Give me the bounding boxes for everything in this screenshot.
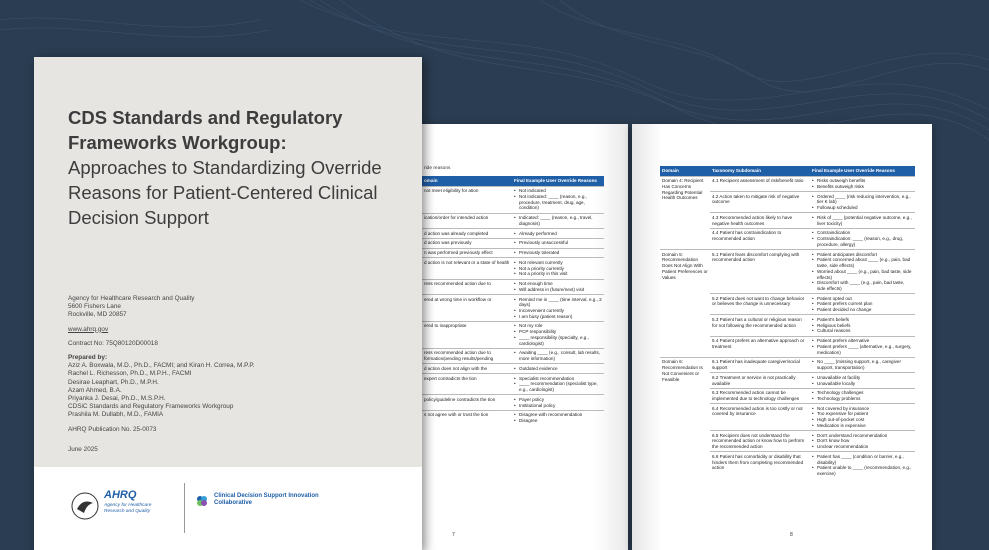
subdomain-cell: d action was previously — [422, 238, 512, 248]
reason-item: • Medication is expensive — [812, 423, 913, 429]
reason-item: • Risk of ____ (potential negative outcome, e.g., liver toxicity) — [812, 215, 913, 226]
reason-item: • Already performed — [514, 231, 602, 237]
reasons-list — [514, 188, 602, 211]
reason-item: • Discomfort with ____ (e.g., pain, bad taste, side effects) — [812, 280, 913, 291]
reasons-cell — [810, 431, 915, 452]
reason-item: • I am busy (patient reason) — [514, 314, 602, 320]
cover-title-bold: CDS Standards and Regulatory Frameworks Workgroup: — [68, 107, 343, 153]
author-line: Rachel L. Richesson, Ph.D., M.P.H., FACMI — [68, 370, 192, 378]
header-domain: Domain — [660, 166, 710, 176]
subdomain-cell: 4.3 Recommended action likely to have negative health outcomes — [710, 213, 810, 228]
subdomain-cell: 6.4 Recommended action is too costly or not covered by insurance — [710, 404, 810, 431]
reasons-cell — [512, 186, 604, 213]
publication-date: June 2025 — [68, 445, 98, 453]
table-row — [422, 395, 604, 410]
reason-item: • Previously unsuccessful — [514, 240, 602, 246]
reason-item: • Patient prefers ____ (alternative, e.g., surgery, medication) — [812, 344, 913, 355]
table-row — [422, 213, 604, 228]
reasons-list — [514, 397, 602, 408]
cover-footer — [34, 467, 422, 550]
reasons-cell — [512, 248, 604, 258]
cover-info — [68, 295, 388, 454]
cover-title — [68, 105, 388, 230]
reason-item: • Not indicated: ____ (reason, e.g., procedure, treatment, drug, age, condition) — [514, 194, 602, 211]
reasons-list — [514, 412, 602, 423]
author-list — [68, 362, 388, 419]
reason-item: • Remind me in ____ (time interval, e.g., 2 days) — [514, 297, 602, 308]
report-page-8 — [632, 124, 932, 550]
subdomain-cell: 5.2 Patient does not want to change behavior or believes the change is unnecessary — [710, 294, 810, 315]
domain-cell: Domain 4: Recipient Has Concerns Regarding Potential Health Outcomes — [660, 176, 710, 249]
author-line: CDSiC Standards and Regulatory Frameworks Workgroup — [68, 403, 234, 411]
reasons-list — [812, 375, 913, 386]
subdomain-cell: 6.5 Recipient does not understand the recommended action or know how to perform the recommended action — [710, 431, 810, 452]
reason-item: • Ordered ____ (risk reducing intervention, e.g., tier K lab) — [812, 194, 913, 205]
hhs-eagle-logo-icon — [70, 491, 100, 521]
reasons-list — [812, 194, 913, 211]
reasons-cell — [810, 373, 915, 388]
website-link[interactable]: www.ahrq.gov — [68, 325, 109, 333]
reasons-cell — [810, 192, 915, 213]
reason-item: • Patient prefers current plan — [812, 301, 913, 307]
subdomain-cell: policy/guideline contradicts the tion — [422, 395, 512, 410]
reasons-list — [514, 350, 602, 361]
reason-item: • Patient has ____ (condition or barrier, e.g., disability) — [812, 454, 913, 465]
table-row — [422, 348, 604, 363]
subdomain-cell: ress recommended action due to formation/pending results/pending — [422, 348, 512, 363]
reasons-list — [514, 240, 602, 246]
publication-number: AHRQ Publication No. 25-0073 — [68, 425, 157, 433]
header-final-reasons: Final Example User Override Reasons — [810, 166, 915, 176]
override-reasons-table-left — [422, 176, 604, 425]
subdomain-cell: 5.4 Patient prefers an alternative approach or treatment — [710, 336, 810, 357]
reason-item: • Unclear recommendation — [812, 444, 913, 450]
reasons-list — [514, 376, 602, 393]
reason-item: • Patient prefers alternative — [812, 338, 913, 344]
reasons-list — [812, 406, 913, 429]
author-line: Prashila M. Dullabh, M.D., FAMIA — [68, 411, 164, 419]
reason-item: • Cultural reasons — [812, 328, 913, 334]
table-row — [422, 238, 604, 248]
table-row — [422, 321, 604, 348]
reason-item: • Benefits outweigh risks — [812, 184, 913, 190]
logo-divider — [184, 483, 185, 533]
table-row — [422, 248, 604, 258]
reason-item: • Contraindication: ____ (reason, e.g., drug, procedure, allergy) — [812, 236, 913, 247]
subdomain-cell: 4.2 Action taken to mitigate risk of negative outcome — [710, 192, 810, 213]
header-taxonomy-subdomain: Taxonomy Subdomain — [710, 166, 810, 176]
override-reasons-table-right — [660, 166, 915, 478]
header-final-reasons: Final Example User Override Reasons — [512, 176, 604, 186]
reasons-list — [812, 252, 913, 292]
subdomain-cell: 5.3 Patient has a cultural or religious reason for not following the recommended action — [710, 315, 810, 336]
address-line-2: Rockville, MD 20857 — [68, 311, 127, 319]
reason-item: • Not my role — [514, 323, 602, 329]
reason-item: • Not enough time — [514, 281, 602, 287]
table-row — [422, 279, 604, 294]
reason-item: • Unavailable locally — [812, 381, 913, 387]
subdomain-cell: expert contradicts the tion — [422, 374, 512, 395]
reasons-cell — [810, 404, 915, 431]
reason-item: • Patient concerned about ____ (e.g., pain, bad taste, side effects) — [812, 257, 913, 268]
ahrq-logo-subtitle: Agency for Healthcare Research and Quality — [104, 503, 152, 514]
reasons-list — [812, 390, 913, 401]
reasons-cell — [810, 336, 915, 357]
reasons-list — [812, 317, 913, 334]
author-line: Aziz A. Boxwala, M.D., Ph.D., FACMI; and Kiran H. Correa, M.P.P. — [68, 362, 255, 370]
reason-item: • Risks outweigh benefits — [812, 178, 913, 184]
reason-item: • Technology problems — [812, 396, 913, 402]
reasons-list — [812, 359, 913, 370]
reasons-cell — [512, 279, 604, 294]
reason-item: • Not a priority currently — [514, 266, 602, 272]
subdomain-cell: ered to inappropriate — [422, 321, 512, 348]
reasons-cell — [810, 213, 915, 228]
author-line: Priyanka J. Desai, Ph.D., M.S.P.H. — [68, 395, 166, 403]
reasons-cell — [512, 258, 604, 279]
reason-item: • PCP responsibility — [514, 329, 602, 335]
reasons-cell — [810, 294, 915, 315]
report-cover — [34, 57, 422, 550]
subdomain-cell: 4.1 Recipient assessment of risk/benefit ratio — [710, 176, 810, 191]
reasons-cell — [512, 229, 604, 239]
header-domain: omain — [422, 176, 512, 186]
reason-item: • Patient opted out — [812, 296, 913, 302]
table-row — [422, 410, 604, 425]
reasons-cell — [810, 315, 915, 336]
table-row — [660, 357, 915, 372]
reason-item: • Indicated: ____ (reason, e.g., travel, diagnosis) — [514, 215, 602, 226]
reasons-cell — [810, 357, 915, 372]
table-row — [422, 374, 604, 395]
reasons-list — [812, 178, 913, 189]
cdsic-logo-icon — [196, 495, 208, 507]
subdomain-cell: 6.6 Patient has comorbidity or disability that hinders them from completing recommended action — [710, 452, 810, 478]
reasons-list — [514, 323, 602, 346]
table-row — [422, 364, 604, 374]
reason-item: • Don't know how — [812, 438, 913, 444]
reasons-cell — [810, 388, 915, 403]
reason-item: • No ____ (missing support, e.g., caregiver support, transportation) — [812, 359, 913, 370]
table-row — [422, 229, 604, 239]
reasons-cell — [512, 395, 604, 410]
author-line: Azam Ahmed, B.A. — [68, 386, 122, 394]
table-row — [422, 186, 604, 213]
subdomain-cell: ication/order for intended action — [422, 213, 512, 228]
subdomain-cell: d action was already completed — [422, 229, 512, 239]
reasons-cell — [810, 250, 915, 294]
reason-item: • ____ recommendation (specialist type, e.g., cardiologist) — [514, 381, 602, 392]
reason-item: • Contraindication — [812, 230, 913, 236]
reasons-cell — [810, 228, 915, 249]
agency-name: Agency for Healthcare Research and Quality — [68, 295, 195, 302]
reason-item: • Inconvenient currently — [514, 308, 602, 314]
table-caption: ride reasons — [424, 166, 451, 171]
reason-item: • Patient unable to ____ (recommendation, e.g., exercise) — [812, 465, 913, 476]
reason-item: • Disagree — [514, 418, 602, 424]
reason-item: • Disagree with recommendation — [514, 412, 602, 418]
reasons-list — [514, 366, 602, 372]
subdomain-cell: 4.4 Patient has contraindication to recommended action — [710, 228, 810, 249]
reason-item: • Not relevant currently — [514, 260, 602, 266]
reasons-cell — [512, 295, 604, 322]
reason-item: • Not indicated — [514, 188, 602, 194]
report-page-7 — [400, 124, 628, 550]
reasons-cell — [512, 321, 604, 348]
subdomain-cell: n was performed previously effect — [422, 248, 512, 258]
cover-title-rest: Approaches to Standardizing Override Reasons for Patient-Centered Clinical Decision Support — [68, 157, 382, 228]
domain-cell: Domain 5: Recommendation Does Not Align With Patient Preferences or Values — [660, 250, 710, 358]
reasons-list — [812, 215, 913, 226]
subdomain-cell: ress recommended action due to — [422, 279, 512, 294]
subdomain-cell: not meet eligibility for ation — [422, 186, 512, 213]
reason-item: • Not a priority in this visit — [514, 271, 602, 277]
reason-item: • Followup scheduled — [812, 205, 913, 211]
reason-item: • Outdated evidence — [514, 366, 602, 372]
reason-item: • Specialist recommendation — [514, 376, 602, 382]
cdsic-logo-text: Clinical Decision Support Innovation Collaborative — [214, 493, 319, 506]
author-line: Desirae Leaphart, Ph.D., M.P.H. — [68, 378, 159, 386]
reason-item: • Patient decided no change — [812, 307, 913, 313]
reasons-cell — [512, 410, 604, 425]
reasons-cell — [512, 213, 604, 228]
reason-item: • Institutional policy — [514, 403, 602, 409]
reason-item: • Unavailable at facility — [812, 375, 913, 381]
table-row — [660, 176, 915, 191]
subdomain-cell: d action does not align with the — [422, 364, 512, 374]
reason-item: • Patient anticipates discomfort — [812, 252, 913, 258]
reason-item: • ____ responsibility (specialty, e.g., cardiologist) — [514, 335, 602, 346]
table-row — [422, 295, 604, 322]
reason-item: • Will address in (future/next) visit — [514, 287, 602, 293]
domain-cell: Domain 6: Recommendation Is Not Convenient or Feasible — [660, 357, 710, 478]
reasons-cell — [810, 176, 915, 191]
reasons-list — [812, 338, 913, 355]
reasons-list — [812, 230, 913, 247]
reasons-cell — [512, 364, 604, 374]
prepared-by-label: Prepared by: — [68, 354, 108, 362]
reasons-list — [514, 250, 602, 256]
subdomain-cell: ered at wrong time in workflow or — [422, 295, 512, 322]
reason-item: • Patient's beliefs — [812, 317, 913, 323]
subdomain-cell: 5.1 Patient fears discomfort complying with recommended action — [710, 250, 810, 294]
contract-number: Contract No: 75Q80120D00018 — [68, 339, 158, 347]
reasons-list — [514, 231, 602, 237]
reasons-cell — [512, 348, 604, 363]
reasons-list — [514, 260, 602, 277]
table-row — [660, 250, 915, 294]
reason-item: • Technology challenges — [812, 390, 913, 396]
subdomain-cell: 6.3 Recommended action cannot be implemented due to technology challenges — [710, 388, 810, 403]
reason-item: • Don't understand recommendation — [812, 433, 913, 439]
page-number: 7 — [452, 532, 455, 538]
subdomain-cell: 6.1 Patient has inadequate caregiver/social support — [710, 357, 810, 372]
address-line-1: 5600 Fishers Lane — [68, 303, 121, 311]
page-number: 8 — [790, 532, 793, 538]
reasons-cell — [810, 452, 915, 478]
reasons-list — [812, 296, 913, 313]
reasons-list — [514, 297, 602, 320]
reason-item: • Not covered by insurance — [812, 406, 913, 412]
reason-item: • High out-of-pocket cost — [812, 417, 913, 423]
reasons-list — [812, 433, 913, 450]
reason-item: • Previously tolerated — [514, 250, 602, 256]
reasons-list — [514, 281, 602, 292]
reason-item: • Awaiting ____ (e.g., consult, lab results, more information) — [514, 350, 602, 361]
reason-item: • Religious beliefs — [812, 323, 913, 329]
subdomain-cell: s not agree with or trust the tion — [422, 410, 512, 425]
reason-item: • Too expensive for patient — [812, 411, 913, 417]
reasons-cell — [512, 238, 604, 248]
reasons-list — [812, 454, 913, 477]
subdomain-cell: d action is not relevant or a state of health — [422, 258, 512, 279]
reasons-list — [514, 215, 602, 226]
reasons-cell — [512, 374, 604, 395]
subdomain-cell: 6.2 Treatment or service is not practically available — [710, 373, 810, 388]
table-row — [422, 258, 604, 279]
ahrq-logo: AHRQ — [104, 489, 137, 501]
reason-item: • Payer policy — [514, 397, 602, 403]
reason-item: • Worried about ____ (e.g., pain, bad taste, side effects) — [812, 269, 913, 280]
